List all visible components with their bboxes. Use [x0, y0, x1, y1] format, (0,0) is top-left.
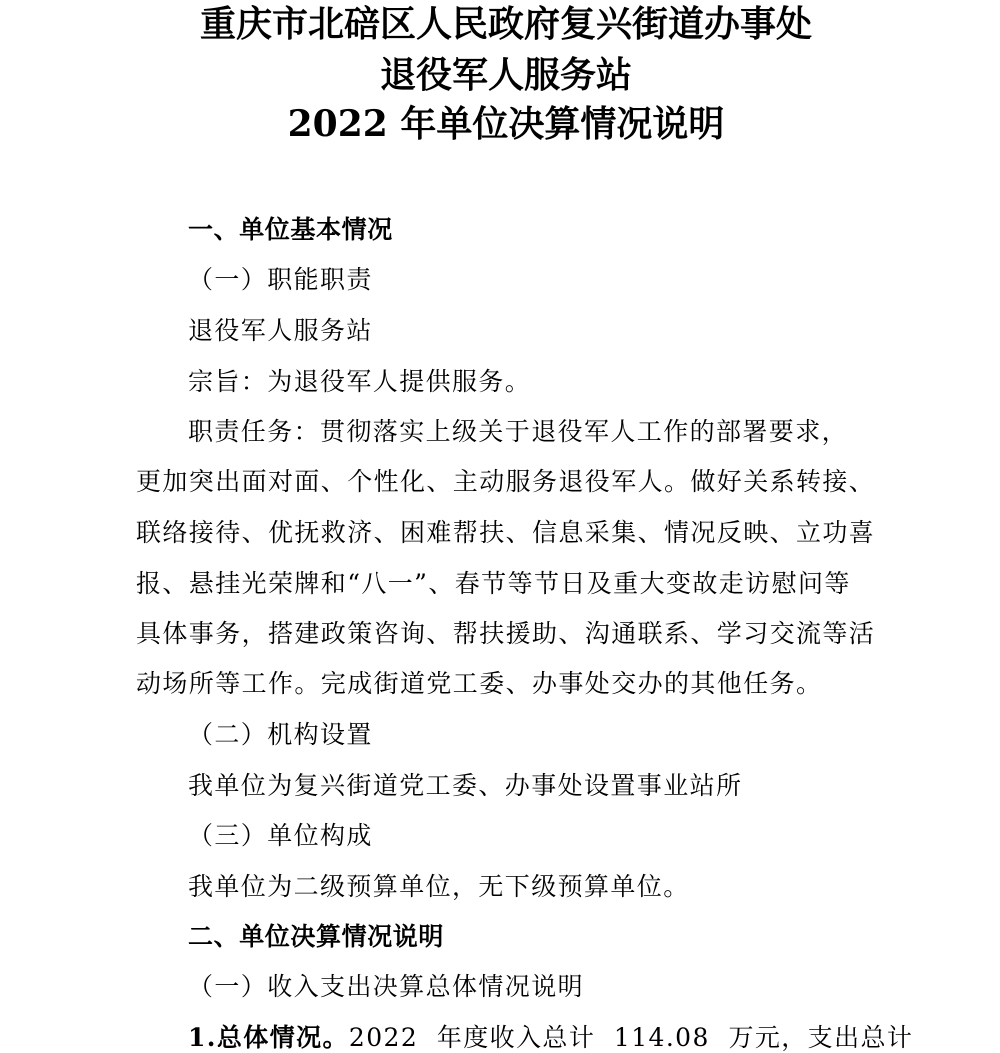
overall-paragraph — [188, 1023, 913, 1053]
section-2-heading: 二、单位决算情况说明 — [188, 922, 445, 951]
section-2-sub-1-heading: （一）收入支出决算总体情况说明 — [188, 972, 585, 1001]
duty-paragraph-line-1: 职责任务：贯彻落实上级关于退役军人工作的部署要求， — [188, 417, 849, 446]
unit-name-paragraph: 退役军人服务站 — [188, 316, 373, 345]
document-title-line-1: 重庆市北碚区人民政府复兴街道办事处 — [199, 3, 812, 45]
composition-paragraph: 我单位为二级预算单位，无下级预算单位。 — [188, 872, 690, 901]
duty-paragraph-line-6: 动场所等工作。完成街道党工委、办事处交办的其他任务。 — [136, 669, 823, 698]
duty-paragraph-line-5: 具体事务，搭建政策咨询、帮扶援助、沟通联系、学习交流等活 — [136, 619, 876, 648]
overall-text: 2022 年度收入总计 114.08 万元，支出总计 — [348, 1023, 914, 1052]
purpose-paragraph: 宗旨：为退役军人提供服务。 — [188, 367, 532, 396]
duty-paragraph-line-4: 报、悬挂光荣牌和“八一”、春节等节日及重大变故走访慰问等 — [136, 569, 851, 598]
duty-paragraph-line-2: 更加突出面对面、个性化、主动服务退役军人。做好关系转接、 — [136, 467, 876, 496]
document-title-line-3: 2022 年单位决算情况说明 — [287, 103, 725, 145]
document-title-line-2: 退役军人服务站 — [379, 54, 632, 96]
overall-label: 1.总体情况。 — [188, 1023, 349, 1052]
section-1-sub-3-heading: （三）单位构成 — [188, 821, 373, 850]
section-1-heading: 一、单位基本情况 — [188, 215, 393, 244]
organization-paragraph: 我单位为复兴街道党工委、办事处设置事业站所 — [188, 771, 743, 800]
section-1-sub-2-heading: （二）机构设置 — [188, 720, 373, 749]
section-1-sub-1-heading: （一）职能职责 — [188, 265, 373, 294]
duty-paragraph-line-3: 联络接待、优抚救济、困难帮扶、信息采集、情况反映、立功喜 — [136, 518, 876, 547]
